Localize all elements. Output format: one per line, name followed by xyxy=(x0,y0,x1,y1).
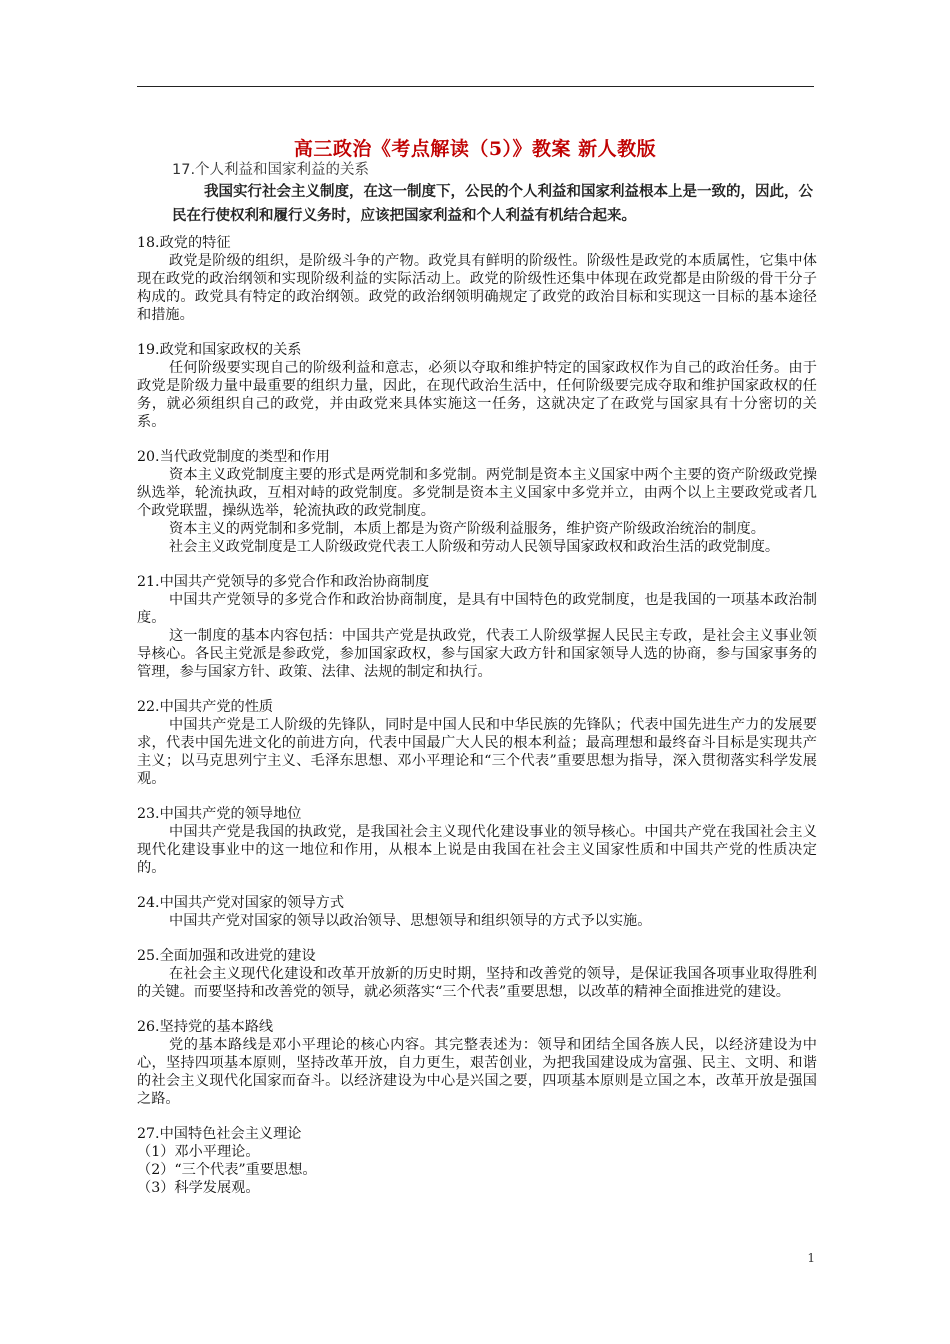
section-heading: 20.当代政党制度的类型和作用 xyxy=(137,449,330,465)
list-item: （1）邓小平理论。 xyxy=(137,1144,260,1160)
section xyxy=(137,448,817,556)
section-paragraph: 政党是阶级的组织，是阶级斗争的产物。政党具有鲜明的阶级性。阶级性是政党的本质属性，它集中体现在政党的政治纲领和实现阶级利益的实际活动上。政党的阶级性还集中体现在政党都是由阶级的骨干分子构成的。政党具有特定的政治纲领。政党的政治纲领明确规定了政党的政治目标和实现这一目标的基本途径和措施。 xyxy=(137,253,817,323)
section-paragraph: 社会主义政党制度是工人阶级政党代表工人阶级和劳动人民领导国家政权和政治生活的政党制度。 xyxy=(169,539,780,555)
list-item: （3）科学发展观。 xyxy=(137,1180,260,1196)
page-title: 高三政治《考点解读（5）》教案 新人教版 xyxy=(293,138,657,160)
section-heading: 22.中国共产党的性质 xyxy=(137,699,274,715)
section-heading: 19.政党和国家政权的关系 xyxy=(137,342,302,358)
section-paragraph: 任何阶级要实现自己的阶级利益和意志，必须以夺取和维护特定的国家政权作为自己的政治任务。由于政党是阶级力量中最重要的组织力量，因此，在现代政治生活中，任何阶级要完成夺取和维护国家政权的任务，就必须组织自己的政党，并由政党来具体实施这一任务，这就决定了在政党与国家具有十分密切的关系。 xyxy=(137,360,817,430)
section-paragraph: 这一制度的基本内容包括：中国共产党是执政党，代表工人阶级掌握人民民主专政，是社会主义事业领导核心。各民主党派是参政党，参加国家政权，参与国家大政方针和国家领导人选的协商，参与国家事务的管理，参与国家方针、政策、法律、法规的制定和执行。 xyxy=(137,628,817,680)
section-heading: 27.中国特色社会主义理论 xyxy=(137,1126,302,1142)
section-paragraph: 资本主义的两党制和多党制，本质上都是为资产阶级利益服务，维护资产阶级政治统治的制度。 xyxy=(169,521,765,537)
section-paragraph: 党的基本路线是邓小平理论的核心内容。其完整表述为：领导和团结全国各族人民，以经济建设为中心，坚持四项基本原则，坚持改革开放，自力更生，艰苦创业，为把我国建设成为富强、民主、文明、和谐的社会主义现代化国家而奋斗。以经济建设为中心是兴国之要，四项基本原则是立国之本，改革开放是强国之路。 xyxy=(137,1037,817,1107)
section-paragraph: 我国实行社会主义制度，在这一制度下，公民的个人利益和国家利益根本上是一致的，因此，公民在行使权利和履行义务时，应该把国家利益和个人利益有机结合起来。 xyxy=(172,184,813,224)
section-paragraph: 中国共产党领导的多党合作和政治协商制度，是具有中国特色的政党制度，也是我国的一项基本政治制度。 xyxy=(137,592,817,626)
section-heading: 24.中国共产党对国家的领导方式 xyxy=(137,895,345,911)
sections-list xyxy=(137,234,817,1108)
page-number: 1 xyxy=(807,1251,815,1265)
section-paragraph: 中国共产党对国家的领导以政治领导、思想领导和组织领导的方式予以实施。 xyxy=(169,913,652,929)
section-heading: 17.个人利益和国家利益的关系 xyxy=(172,162,370,178)
section-heading: 23.中国共产党的领导地位 xyxy=(137,806,302,822)
section-heading: 21.中国共产党领导的多党合作和政治协商制度 xyxy=(137,574,430,590)
section xyxy=(137,894,817,930)
section-27 xyxy=(137,1125,817,1197)
section xyxy=(137,234,817,324)
header-rule xyxy=(137,86,814,87)
section xyxy=(137,947,817,1001)
section xyxy=(137,341,817,431)
section-paragraph: 中国共产党是我国的执政党，是我国社会主义现代化建设事业的领导核心。中国共产党在我国社会主义现代化建设事业中的这一地位和作用，从根本上说是由我国在社会主义国家性质和中国共产党的性质决定的。 xyxy=(137,824,817,876)
section xyxy=(137,805,817,877)
document-body xyxy=(137,234,817,1214)
section xyxy=(137,698,817,788)
section-heading: 18.政党的特征 xyxy=(137,235,231,251)
section-heading: 26.坚持党的基本路线 xyxy=(137,1019,274,1035)
section-17 xyxy=(172,160,822,228)
section-heading: 25.全面加强和改进党的建设 xyxy=(137,948,316,964)
section xyxy=(137,573,817,681)
list-item: （2）“三个代表”重要思想。 xyxy=(137,1162,317,1178)
section xyxy=(137,1018,817,1108)
section-paragraph: 在社会主义现代化建设和改革开放新的历史时期，坚持和改善党的领导，是保证我国各项事业取得胜利的关键。而要坚持和改善党的领导，就必须落实“三个代表”重要思想，以改革的精神全面推进党的建设。 xyxy=(137,966,817,1000)
section-paragraph: 资本主义政党制度主要的形式是两党制和多党制。两党制是资本主义国家中两个主要的资产阶级政党操纵选举，轮流执政，互相对峙的政党制度。多党制是资本主义国家中多党并立，由两个以上主要政党或者几个政党联盟，操纵选举，轮流执政的政党制度。 xyxy=(137,467,817,519)
section-paragraph: 中国共产党是工人阶级的先锋队，同时是中国人民和中华民族的先锋队；代表中国先进生产力的发展要求，代表中国先进文化的前进方向，代表中国最广大人民的根本利益；最高理想和最终奋斗目标是实现共产主义；以马克思列宁主义、毛泽东思想、邓小平理论和“三个代表”重要思想为指导，深入贯彻落实科学发展观。 xyxy=(137,717,817,787)
